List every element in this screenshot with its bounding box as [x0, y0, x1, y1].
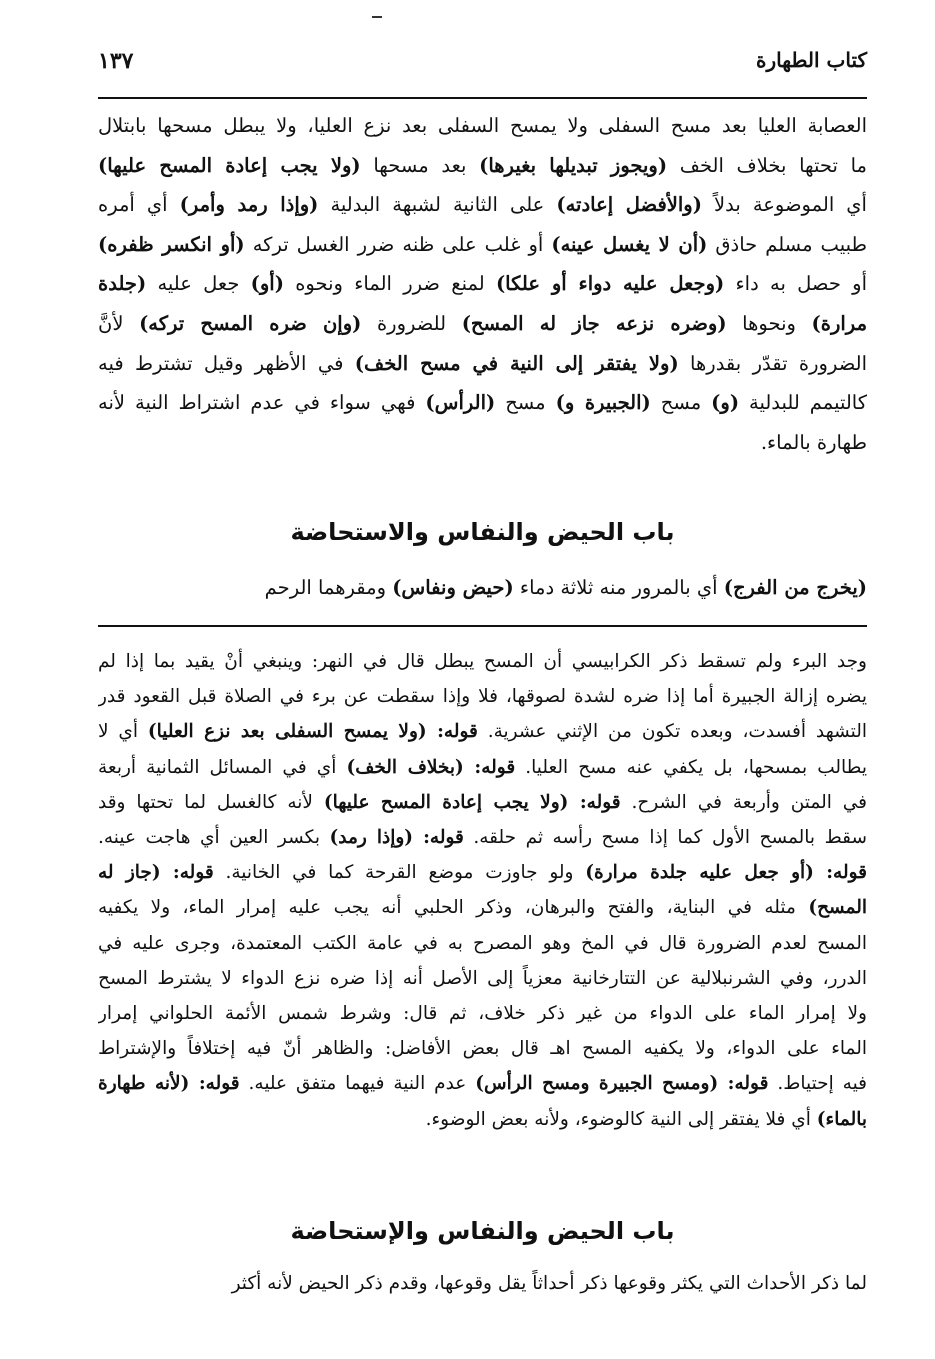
commentary-line: [98, 890, 867, 925]
commentary-line: [98, 1102, 867, 1137]
commentary-intro-line: لما ذكر الأحداث التي يكثر وقوعها ذكر أحداثاً يقل وقوعها، وقدم ذكر الحيض لأنه أكثر: [231, 1273, 867, 1294]
text-run: يضره إزالة الجبيرة أما إذا ضره لشدة لصوقها، فلا وإذا سقطت عن برء في الصلاة قبل القعود قدر: [98, 686, 867, 708]
text-run: عدم النية فيهما متفق عليه.: [239, 1073, 476, 1095]
text-run: فهي سواء في عدم اشتراط النية لأنه: [98, 391, 426, 415]
text-run: أي الموضوعة بدلاً: [701, 193, 867, 217]
footnote-rule: [98, 625, 867, 627]
commentary-line: [98, 820, 867, 855]
text-run: على الثانية لشبهة البدلية: [318, 193, 557, 217]
text-run: ولو جاوزت موضع القرحة كما في الخانية.: [213, 862, 586, 884]
text-run: في المتن وأربعة في الشرح.: [620, 791, 867, 813]
commentary-line: [98, 996, 867, 1031]
text-run: الماء على الدواء، ولا يكفيه المسح اهـ قال بعض الأفاضل: والظاهر أنّ فيه إختلافاً والإشتراط: [98, 1038, 867, 1060]
main-text-line: [98, 423, 867, 463]
scan-mark: [372, 16, 382, 18]
bold-phrase: (و): [711, 391, 740, 415]
text-run: الضرورة تقدّر بقدرها: [678, 351, 867, 375]
bold-phrase: (ولا يجب إعادة المسح عليها): [98, 153, 361, 177]
text-run: لأنَّ: [98, 311, 140, 335]
bold-phrase: قوله: (ومسح الجبيرة ومسح الرأس): [475, 1073, 769, 1095]
page-header: [98, 48, 867, 88]
bold-phrase: (ويجوز تبديلها بغيرها): [479, 153, 668, 177]
bold-phrase: قوله: (وإذا رمد): [329, 827, 464, 849]
bold-phrase: (أن لا يغسل عينه): [551, 232, 708, 256]
bold-phrase: (جلدة: [98, 272, 147, 296]
bold-phrase: (ولا يفتقر إلى النية في مسح الخف): [354, 351, 679, 375]
text-run: بكسر العين أي هاجت عينه.: [98, 827, 330, 849]
text-run: العصابة العليا بعد مسح السفلى ولا يمسح السفلى بعد نزع العليا، ولا يبطل مسحها بابتلال: [98, 114, 867, 137]
chapter-heading-commentary: باب الحيض والنفاس والإستحاضة: [290, 1217, 675, 1245]
chapter-heading: باب الحيض والنفاس والاستحاضة: [290, 518, 675, 546]
bold-phrase: قوله: (ولا يجب إعادة المسح عليها): [323, 791, 621, 813]
text-run: لمنع ضرر الماء ونحوه: [283, 272, 496, 296]
text-run: ولا إمرار الماء على الدواء من غير ذكر خلاف، ثم قال: وشرط شمس الأئمة الحلواني إمرار: [98, 1003, 867, 1025]
bold-phrase: (والأفضل إعادته): [556, 193, 702, 217]
text-run: أي أمره: [98, 193, 180, 217]
bold-phrase: بالماء): [816, 1108, 867, 1130]
text-run: كالتيمم للبدلية: [739, 391, 867, 415]
bold-phrase: قوله: (جاز له: [98, 862, 214, 884]
commentary-line: [98, 855, 867, 890]
bold-phrase: (أو انكسر ظفره): [98, 232, 245, 256]
commentary-line: [98, 1031, 867, 1066]
commentary-line: [98, 926, 867, 961]
text-run: أي فلا يفتقر إلى النية كالوضوء، ولأنه بعض الوضوء.: [425, 1108, 817, 1130]
commentary-line: [98, 961, 867, 996]
text-run: المسح لعدم الضرورة قال في المخ وهو المصرح به في عامة الكتب المعتمدة، وجرى عليه في: [98, 932, 867, 954]
commentary-text: [98, 644, 867, 1137]
text-run: وجد البرء ولم تسقط ذكر الكرابيسي أن المسح يبطل قال في النهر: وينبغي أنْ يقيد بما إذا لم: [98, 651, 867, 672]
main-text-line: [98, 383, 867, 423]
main-text-line: [98, 264, 867, 304]
commentary-line: [98, 1066, 867, 1101]
text-run: أي لا: [98, 721, 148, 743]
text-run: سقط بالمسح الأول كما إذا مسح رأسه ثم حلقه.: [463, 827, 867, 849]
main-text-line: [98, 185, 867, 225]
text-run: يطالب بمسحها، بل يكفي عنه مسح العليا.: [515, 756, 867, 778]
text-run: طبيب مسلم حاذق: [707, 232, 867, 256]
main-text-line: [98, 106, 867, 146]
bold-phrase: (أو): [250, 272, 284, 296]
text-run: مسح: [495, 391, 556, 415]
text-run: لأنه كالغسل لما تحتها وقد: [98, 791, 324, 813]
text-run: ونحوها: [726, 311, 812, 335]
bold-phrase: المسح): [808, 897, 867, 919]
text-run: مثله في البناية، والفتح والبرهان، وذكر الحلبي أنه يجب عليه إمرار الماء، ولا يكفيه: [98, 897, 809, 919]
commentary-line: [98, 714, 867, 749]
page-number: ١٣٧: [98, 48, 134, 74]
commentary-line: [98, 785, 867, 820]
text-run: مسح: [650, 391, 712, 415]
main-text-line: [98, 304, 867, 344]
main-text: [98, 106, 867, 462]
bold-phrase: مرارة): [811, 311, 867, 335]
text-run: أي بالمرور منه ثلاثة دماء: [513, 576, 724, 599]
text-run: الدرر، وفي الشرنبلالية عن التتارخانية معزياً إلى الأصل أنه إذا ضره نزع الدواء لا يشترط المسح: [98, 967, 867, 989]
bold-phrase: (وجعل عليه دواء أو علكا): [495, 272, 725, 296]
bold-phrase: (وضره نزعه جاز له المسح): [461, 311, 727, 335]
text-run: ومقرهما الرحم: [264, 576, 393, 599]
commentary-line: [98, 644, 867, 679]
bold-phrase: قوله: (لأنه طهارة: [98, 1073, 240, 1095]
bold-phrase: (يخرج من الفرج): [723, 576, 867, 599]
text-run: ما تحتها بخلاف الخف: [667, 153, 867, 177]
commentary-line: [98, 679, 867, 714]
main-text-line: [98, 225, 867, 265]
text-run: بعد مسحها: [360, 153, 480, 177]
bold-phrase: (الجبيرة و): [555, 391, 651, 415]
bold-phrase: (وإذا رمد وأمر): [179, 193, 319, 217]
text-run: للضرورة: [361, 311, 462, 335]
bold-phrase: قوله: (ولا يمسح السفلى بعد نزع العليا): [147, 721, 478, 743]
text-run: أي في المسائل الثمانية أربعة: [98, 756, 347, 778]
main-text-line: [98, 344, 867, 384]
text-run: فيه إحتياط.: [768, 1073, 867, 1095]
text-run: في الأظهر وقيل تشترط فيه: [98, 351, 355, 375]
main-text-line: [98, 146, 867, 186]
text-run: طهارة بالماء.: [760, 430, 867, 454]
bold-phrase: (وإن ضره المسح تركه): [139, 311, 362, 335]
text-run: أو حصل به داء: [724, 272, 867, 296]
text-run: جعل عليه: [146, 272, 251, 296]
bold-phrase: قوله: (أو جعل عليه جلدة مرارة): [585, 862, 867, 884]
bold-phrase: (الرأس): [425, 391, 496, 415]
text-run: أو غلب على ظنه ضرر الغسل تركه: [244, 232, 552, 256]
commentary-line: [98, 750, 867, 785]
text-run: التشهد أفسدت، وبعده تكون من الإثني عشرية.: [477, 721, 867, 743]
header-rule: [98, 97, 867, 99]
bold-phrase: (حيض ونفاس): [392, 576, 514, 599]
bold-phrase: قوله: (بخلاف الخف): [346, 756, 516, 778]
matn-line: [98, 576, 867, 599]
running-title: كتاب الطهارة: [756, 48, 867, 72]
